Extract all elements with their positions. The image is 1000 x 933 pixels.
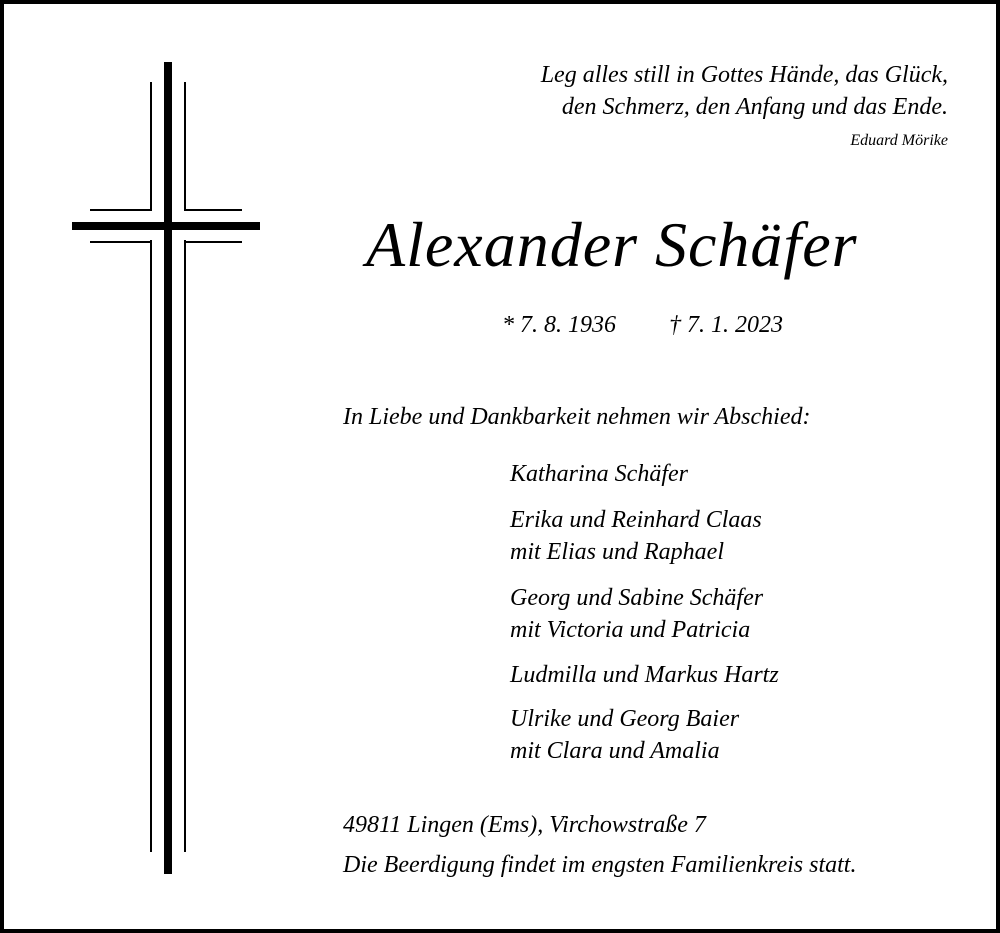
farewell-intro: In Liebe und Dankbarkeit nehmen wir Abschied: (343, 404, 811, 430)
quote-line-2: den Schmerz, den Anfang und das Ende. (561, 94, 948, 120)
mourner-children: mit Elias und Raphael (510, 539, 724, 565)
mourner-children: mit Victoria und Patricia (510, 617, 751, 643)
quote-line-1: Leg alles still in Gottes Hände, das Glück, (540, 62, 948, 88)
mourner-name: Erika und Reinhard Claas (510, 507, 762, 533)
deceased-name: Alexander Schäfer (366, 209, 858, 280)
funeral-notice: Die Beerdigung findet im engsten Familienkreis statt. (343, 852, 857, 878)
mourner-children: mit Clara und Amalia (510, 738, 720, 764)
address: 49811 Lingen (Ems), Virchowstraße 7 (343, 812, 706, 838)
death-date: † 7. 1. 2023 (669, 312, 783, 338)
mourner-name: Georg und Sabine Schäfer (510, 585, 764, 611)
birth-date: * 7. 8. 1936 (502, 312, 616, 338)
mourner-name: Ludmilla und Markus Hartz (510, 662, 779, 688)
mourner-name: Katharina Schäfer (510, 461, 688, 487)
mourner-name: Ulrike und Georg Baier (510, 706, 740, 732)
quote-author: Eduard Mörike (850, 132, 948, 149)
